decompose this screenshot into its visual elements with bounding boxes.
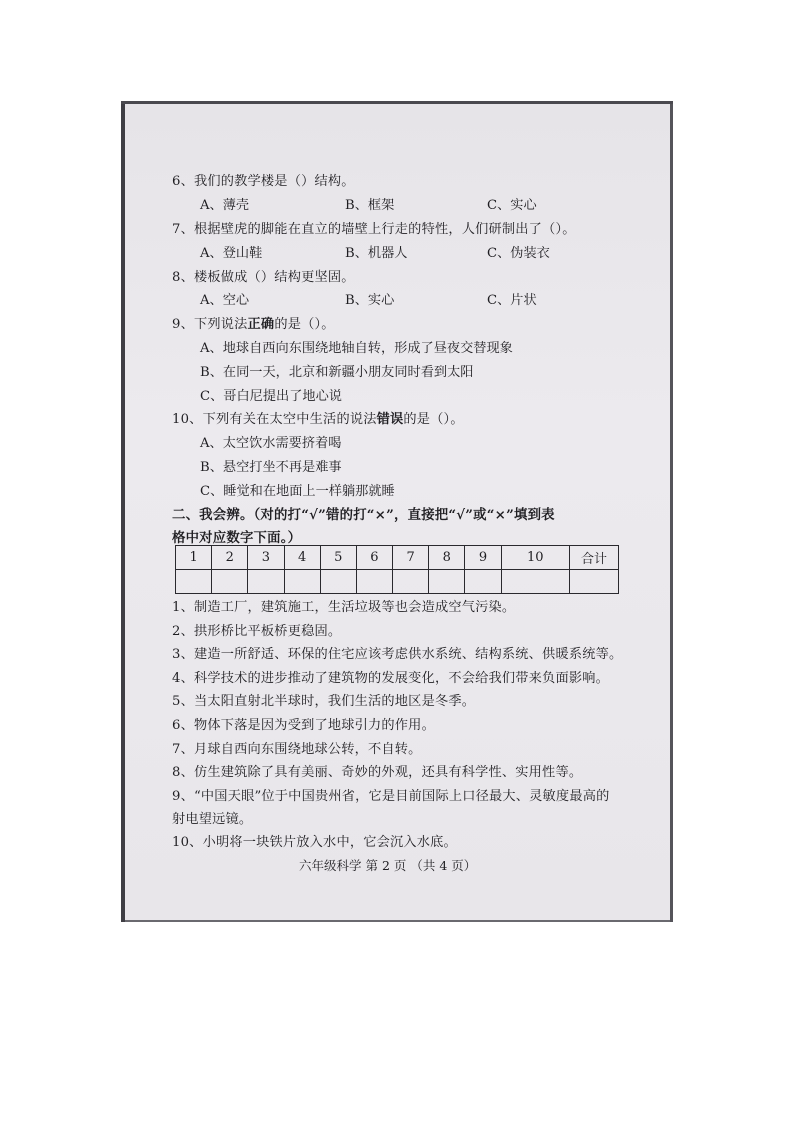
q10-stem-post: 的是（）。 [403,412,464,427]
answer-header-cell: 9 [465,546,501,570]
q6-option-a: A、薄壳 [200,198,250,213]
q10-option-a: A、太空饮水需要挤着喝 [200,436,342,451]
q6-option-c: C、实心 [487,198,537,213]
answer-header-cell: 1 [176,546,212,570]
q9-stem-post: 的是（）。 [274,317,335,332]
answer-header-cell: 8 [429,546,465,570]
q10-option-c: C、睡觉和在地面上一样躺那就睡 [200,484,395,499]
answer-table-header-row [176,546,619,570]
judge-statement-5: 5、当太阳直射北半球时，我们生活的地区是冬季。 [172,694,476,709]
judge-statement-2: 2、拱形桥比平板桥更稳固。 [172,624,342,639]
answer-table-blank-row [176,570,619,594]
answer-blank-cell [570,570,619,594]
q10-stem-keyword: 错误 [376,412,404,427]
answer-blank-cell [320,570,356,594]
question-7: 7、根据壁虎的脚能在直立的墙壁上行走的特性，人们研制出了（）。 [172,222,576,237]
answer-header-cell: 7 [393,546,429,570]
q7-option-b: B、机器人 [345,246,408,261]
answer-header-cell: 3 [248,546,284,570]
answer-header-cell: 4 [284,546,320,570]
question-10 [172,411,464,429]
judge-statement-8: 8、仿生建筑除了具有美丽、奇妙的外观，还具有科学性、实用性等。 [172,765,583,780]
q7-option-a: A、登山鞋 [200,246,263,261]
question-6: 6、我们的教学楼是（）结构。 [172,174,355,189]
section-2-title-line2: 格中对应数字下面。） [172,530,302,546]
judge-statement-1: 1、制造工厂，建筑施工，生活垃圾等也会造成空气污染。 [172,600,516,615]
question-9 [172,316,335,334]
answer-header-cell: 10 [501,546,569,570]
answer-header-cell: 5 [320,546,356,570]
q9-option-a: A、地球自西向东围绕地轴自转，形成了昼夜交替现象 [200,341,513,356]
answer-blank-cell [176,570,212,594]
q6-option-b: B、框架 [345,198,395,213]
q8-option-c: C、片状 [487,293,537,308]
q9-stem-pre: 9、下列说法 [172,317,248,332]
exam-page [121,101,673,922]
answer-table [175,545,619,594]
answer-blank-cell [501,570,569,594]
q8-option-a: A、空心 [200,293,250,308]
answer-blank-cell [393,570,429,594]
q8-option-b: B、实心 [345,293,395,308]
q10-stem-pre: 10、下列有关在太空中生活的说法 [172,412,377,427]
judge-statement-6: 6、物体下落是因为受到了地球引力的作用。 [172,718,435,733]
q10-option-b: B、悬空打坐不再是难事 [200,460,342,475]
answer-header-cell-total: 合计 [570,546,619,570]
judge-statement-9: 9、“中国天眼”位于中国贵州省，它是目前国际上口径最大、灵敏度最高的 [172,789,610,804]
q9-option-c: C、哥白尼提出了地心说 [200,389,342,404]
question-8: 8、楼板做成（）结构更坚固。 [172,270,355,285]
answer-blank-cell [465,570,501,594]
answer-blank-cell [429,570,465,594]
answer-header-cell: 2 [212,546,248,570]
answer-blank-cell [248,570,284,594]
section-2-title-line1: 二、我会辨。（对的打“√”错的打“×”，直接把“√”或“×”填到表 [172,507,555,523]
q7-option-c: C、伪装衣 [487,246,550,261]
answer-blank-cell [356,570,392,594]
answer-blank-cell [284,570,320,594]
judge-statement-9-cont: 射电望远镜。 [172,812,253,827]
judge-statement-10: 10、小明将一块铁片放入水中，它会沉入水底。 [172,835,457,850]
answer-blank-cell [212,570,248,594]
q9-option-b: B、在同一天，北京和新疆小朋友同时看到太阳 [200,365,474,380]
judge-statement-3: 3、建造一所舒适、环保的住宅应该考虑供水系统、结构系统、供暖系统等。 [172,647,623,662]
judge-statement-7: 7、月球自西向东围绕地球公转，不自转。 [172,742,422,757]
answer-header-cell: 6 [356,546,392,570]
q9-stem-keyword: 正确 [247,317,275,332]
page-footer: 六年级科学 第 2 页 （共 4 页） [299,858,477,873]
judge-statement-4: 4、科学技术的进步推动了建筑物的发展变化，不会给我们带来负面影响。 [172,671,609,686]
